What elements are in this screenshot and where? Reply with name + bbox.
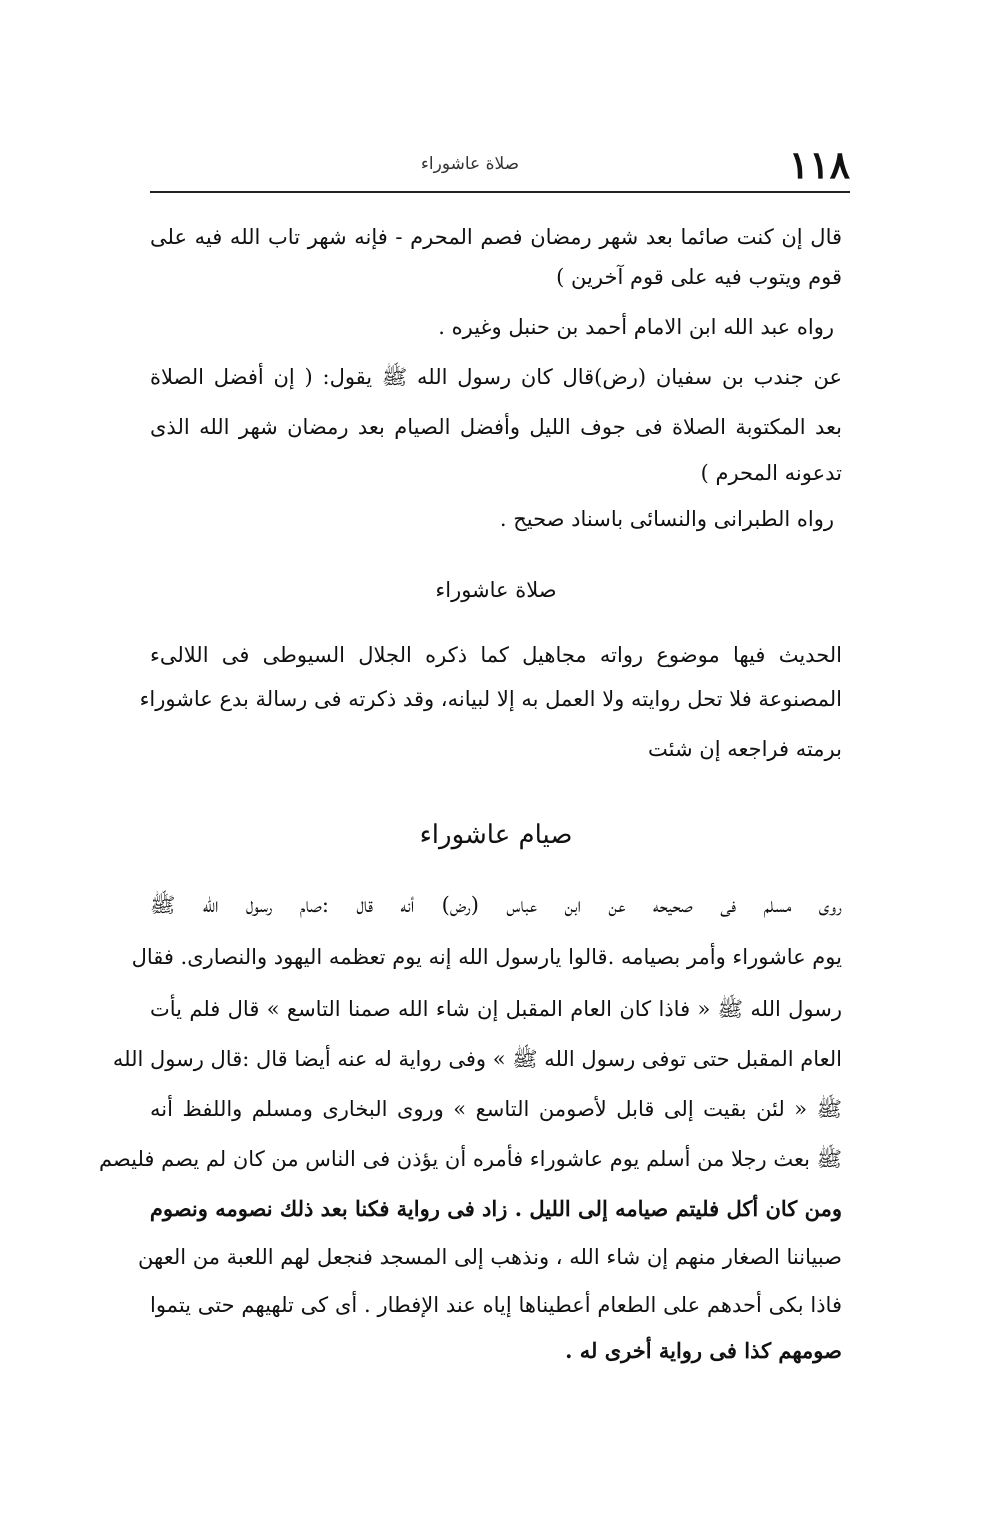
text-line: قال إن كنت صائما بعد شهر رمضان فصم المحرم - فإنه شهر تاب الله فيه على [150, 225, 843, 249]
citation-line: رواه عبد الله ابن الامام أحمد بن حنبل وغيره . [438, 315, 834, 339]
text-line: صومهم كذا فى رواية أخرى له . [565, 1338, 842, 1363]
text-line: رسول الله ﷺ « فاذا كان العام المقبل إن شاء الله صمنا التاسع » قال فلم يأت [150, 997, 842, 1021]
citation-line: رواه الطبرانى والنسائى باسناد صحيح . [499, 507, 834, 531]
text-line: ﷺ « لئن بقيت إلى قابل لأصومن التاسع » وروى البخارى ومسلم واللفظ أنه [150, 1097, 842, 1121]
text-line: ﷺ بعث رجلا من أسلم يوم عاشوراء فأمره أن يؤذن فى الناس من كان لم يصم فليصم [98, 1147, 842, 1171]
running-title: صلاة عاشوراء [420, 154, 520, 174]
section-heading: صيام عاشوراء [419, 820, 573, 850]
text-line: عن جندب بن سفيان (رض)قال كان رسول الله ﷺ يقول: ( إن أفضل الصلاة [150, 365, 842, 389]
text-line: صبياننا الصغار منهم إن شاء الله ، ونذهب إلى المسجد فنجعل لهم اللعبة من العهن [138, 1245, 842, 1269]
text-line: فاذا بكى أحدهم على الطعام أعطيناها إياه عند الإفطار . أى كى تلهيهم حتى يتموا [150, 1293, 842, 1317]
text-line: يوم عاشوراء وأمر بصيامه .قالوا يارسول الله إنه يوم تعظمه اليهود والنصارى. فقال [131, 945, 842, 969]
header-rule [150, 191, 850, 193]
page-number: ١١٨ [788, 142, 850, 187]
section-heading: صلاة عاشوراء [435, 578, 557, 602]
page-header [150, 140, 850, 188]
text-line: المصنوعة فلا تحل روايته ولا العمل به إلا لبيانه، وقد ذكرته فى رسالة بدع عاشوراء [139, 687, 842, 711]
text-line: تدعونه المحرم ) [700, 461, 842, 485]
text-line: برمته فراجعه إن شئت [648, 737, 842, 761]
text-line: ومن كان أكل فليتم صيامه إلى الليل . زاد فى رواية فكنا بعد ذلك نصومه ونصوم [149, 1196, 842, 1221]
text-line: قوم ويتوب فيه على قوم آخرين ) [556, 265, 842, 289]
text-line: العام المقبل حتى توفى رسول الله ﷺ » وفى رواية له عنه أيضا قال :قال رسول الله [112, 1047, 842, 1071]
text-line: بعد المكتوبة الصلاة فى جوف الليل وأفضل الصيام بعد رمضان شهر الله الذى [150, 415, 842, 439]
text-line: روى مسلم فى صحيحه عن ابن عباس (رض) أنه قال :صام رسول الله ﷺ [150, 893, 842, 917]
text-line: الحديث فيها موضوع رواته مجاهيل كما ذكره الجلال السيوطى فى اللالىء [150, 643, 842, 667]
